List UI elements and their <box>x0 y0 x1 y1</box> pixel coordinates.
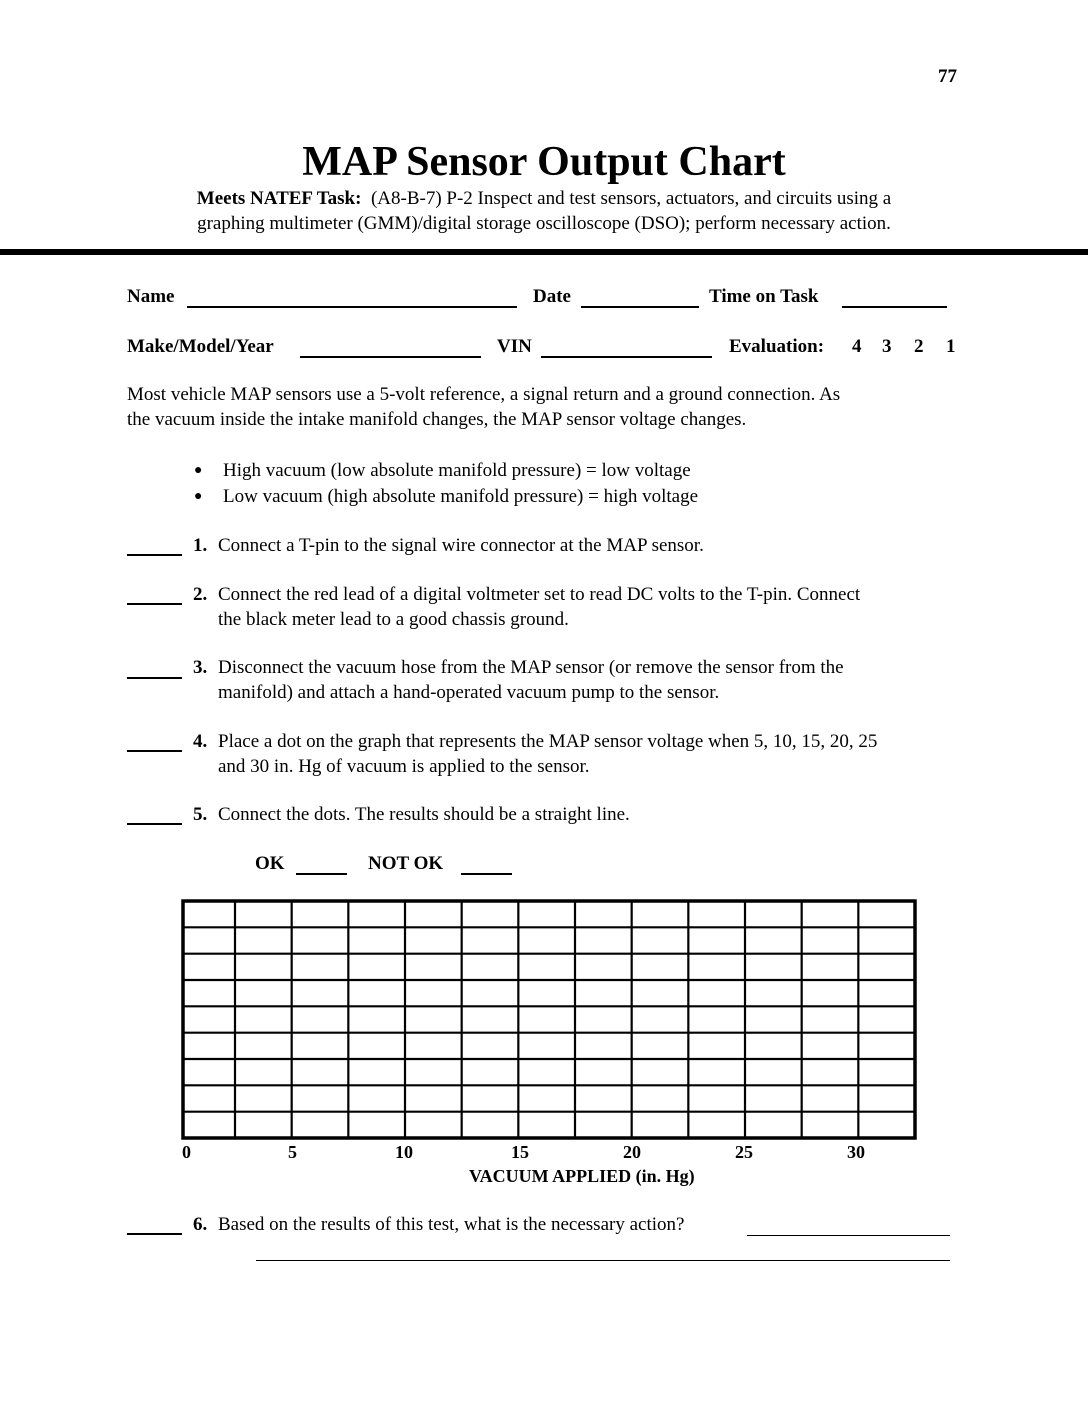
step-4-number: 4. <box>193 731 208 752</box>
time-on-task-label: Time on Task <box>709 286 819 307</box>
x-tick-label: 15 <box>511 1142 529 1162</box>
step-3-text-line-1: Disconnect the vacuum hose from the MAP sensor (or remove the sensor from the <box>218 657 844 678</box>
natef-label: Meets NATEF Task: <box>196 188 362 209</box>
step-4-text-line-2: and 30 in. Hg of vacuum is applied to the sensor. <box>218 756 590 777</box>
step-3-text-line-2: manifold) and attach a hand-operated vacuum pump to the sensor. <box>218 682 720 703</box>
page-title: MAP Sensor Output Chart <box>302 139 786 185</box>
x-tick-label: 20 <box>623 1142 641 1162</box>
evaluation-option-1[interactable]: 1 <box>946 336 956 357</box>
step-6-answer-line-2[interactable] <box>256 1260 950 1261</box>
name-label: Name <box>127 286 175 307</box>
evaluation-option-3[interactable]: 3 <box>882 336 892 357</box>
step-5-text: Connect the dots. The results should be a straight line. <box>218 804 630 825</box>
step-1-text: Connect a T-pin to the signal wire connector at the MAP sensor. <box>218 535 704 556</box>
step-6-checkbox-blank[interactable] <box>127 1233 182 1235</box>
evaluation-option-2[interactable]: 2 <box>914 336 924 357</box>
evaluation-label: Evaluation: <box>729 336 825 357</box>
step-3-number: 3. <box>193 657 208 678</box>
x-axis-label: VACUUM APPLIED (in. Hg) <box>469 1166 695 1186</box>
vin-label: VIN <box>497 336 532 357</box>
step-6-text: Based on the results of this test, what is the necessary action? <box>218 1214 685 1235</box>
step-2-text-line-1: Connect the red lead of a digital voltmeter set to read DC volts to the T-pin. Connect <box>218 584 861 605</box>
date-label: Date <box>533 286 571 307</box>
intro-line-2: the vacuum inside the intake manifold changes, the MAP sensor voltage changes. <box>127 409 747 430</box>
natef-task-line-2: graphing multimeter (GMM)/digital storage oscilloscope (DSO); perform necessary action. <box>197 213 891 234</box>
not-ok-label: NOT OK <box>368 853 444 874</box>
step-4-text-line-1: Place a dot on the graph that represents the MAP sensor voltage when 5, 10, 15, 20, 25 <box>218 731 878 752</box>
step-5-number: 5. <box>193 804 208 825</box>
x-tick-label: 30 <box>847 1142 865 1162</box>
step-2-text-line-2: the black meter lead to a good chassis ground. <box>218 609 569 630</box>
bullet-icon: ● <box>194 463 203 478</box>
step-6-answer-line-1[interactable] <box>747 1235 950 1236</box>
ok-label: OK <box>255 853 285 874</box>
bullet-item: Low vacuum (high absolute manifold pressure) = high voltage <box>223 486 699 507</box>
step-1-number: 1. <box>193 535 208 556</box>
x-tick-label: 0 <box>182 1142 191 1162</box>
step-2-number: 2. <box>193 584 208 605</box>
step-6-number: 6. <box>193 1214 208 1235</box>
x-tick-label: 5 <box>288 1142 297 1162</box>
intro-line-1: Most vehicle MAP sensors use a 5-volt reference, a signal return and a ground connection. As <box>127 384 841 405</box>
bullet-icon: ● <box>194 489 203 504</box>
natef-text-1: (A8-B-7) P-2 Inspect and test sensors, actuators, and circuits using a <box>370 188 892 209</box>
evaluation-option-4[interactable]: 4 <box>852 336 862 357</box>
grid-border <box>183 901 915 1138</box>
x-tick-label: 25 <box>735 1142 753 1162</box>
make-model-year-label: Make/Model/Year <box>127 336 274 357</box>
page-number: 77 <box>938 66 957 87</box>
x-tick-label: 10 <box>395 1142 413 1162</box>
bullet-item: High vacuum (low absolute manifold pressure) = low voltage <box>223 460 691 481</box>
